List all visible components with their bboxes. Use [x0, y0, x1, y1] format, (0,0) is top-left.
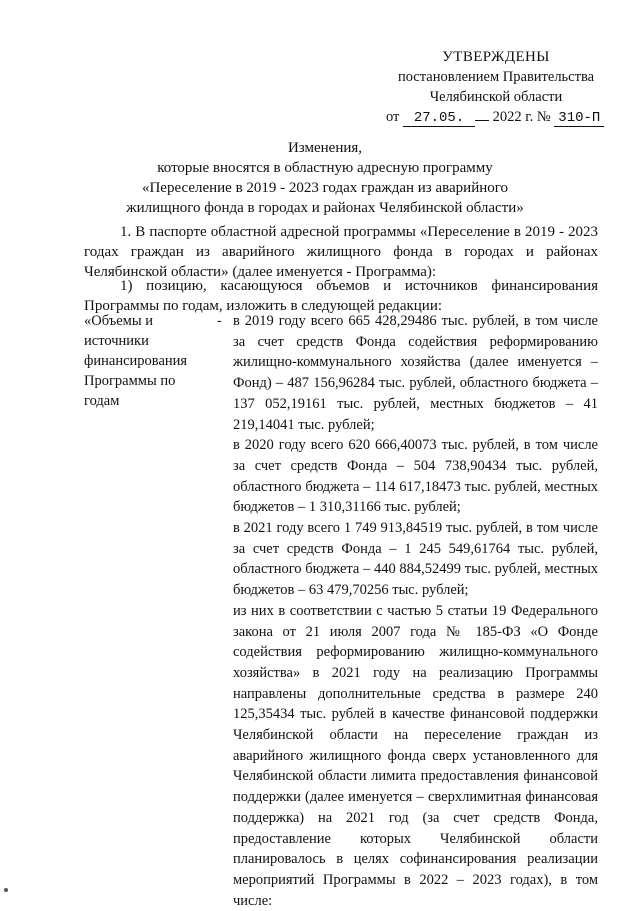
funding-2019: в 2019 году всего 665 428,29486 тыс. рублей, в том числе за счет средств Фонда содействия реформированию жилищно-коммунального хозяйства (далее именуется – Фонд) – 487 156,96284 тыс. рублей, областного бюджета – 137 052,19161 тыс. рублей, местных бюджетов – 41 219,14041 тыс. рублей; [233, 313, 598, 433]
heading-line-3: «Переселение в 2019 - 2023 годах граждан из аварийного [141, 180, 509, 196]
paragraph-2: 1) позицию, касающуюся объемов и источников финансирования Программы по годам, изложить в следующей редакции: [84, 278, 598, 314]
approval-order-line [384, 107, 608, 127]
table-left-label: «Объемы и источники финансирования Программы по годам [84, 313, 188, 409]
table-dash: - [217, 313, 222, 329]
funding-2020: в 2020 году всего 620 666,40073 тыс. рублей, в том числе за счет средств Фонда – 504 738,90434 тыс. рублей, областного бюджета – 114 617,18473 тыс. рублей, местных бюджетов – 1 310,31166 тыс. рублей; [233, 437, 598, 516]
approval-date: 27.05. [403, 111, 475, 127]
approval-year: 2022 г. № [492, 109, 551, 125]
approval-title: УТВЕРЖДЕНЫ [442, 49, 550, 65]
heading-line-1: Изменения, [287, 140, 363, 156]
document-heading [120, 138, 530, 218]
funding-2021: в 2021 году всего 1 749 913,84519 тыс. рублей, в том числе за счет средств Фонда – 1 245 549,61764 тыс. рублей, областного бюджета – 440 884,52499 тыс. рублей, местных бюджетов – 63 479,70256 тыс. рублей; [233, 520, 598, 599]
scan-speck [4, 888, 8, 892]
approval-number: 310-П [554, 111, 604, 127]
funding-2021-extra-support: из них в соответствии с частью 5 статьи 19 Федерального закона от 21 июля 2007 года № 185-ФЗ «О Фонде содействия реформированию жилищно-коммунального хозяйства» в 2021 году на реализацию Программы направлены дополнительные средства в размере 240 125,35434 тыс. рублей в качестве финансовой поддержки Челябинской области на переселение граждан из аварийного жилищного фонда сверх установленного для Челябинской области лимита предоставления финансовой поддержки (далее именуется – сверхлимитная финансовая поддержка) на 2021 год (за счет средств Фонда, предоставление которых Челябинской области планировалось в целях софинансирования реализации мероприятий Программы в 2022 – 2023 годах), в том числе: [233, 602, 598, 909]
approval-block [384, 47, 608, 127]
approval-line-2: Челябинской области [429, 89, 563, 105]
paragraph-1: 1. В паспорте областной адресной программы «Переселение в 2019 - 2023 годах граждан из аварийного жилищного фонда в городах и районах Челябинской области» (далее именуется - Программа): [84, 224, 598, 280]
heading-line-4: жилищного фонда в городах и районах Челябинской области» [126, 200, 524, 216]
approval-from: от [386, 109, 400, 125]
approval-line-1: постановлением Правительства [397, 69, 595, 85]
heading-line-2: которые вносятся в областную адресную программу [157, 160, 493, 176]
table-right-column [233, 311, 598, 911]
